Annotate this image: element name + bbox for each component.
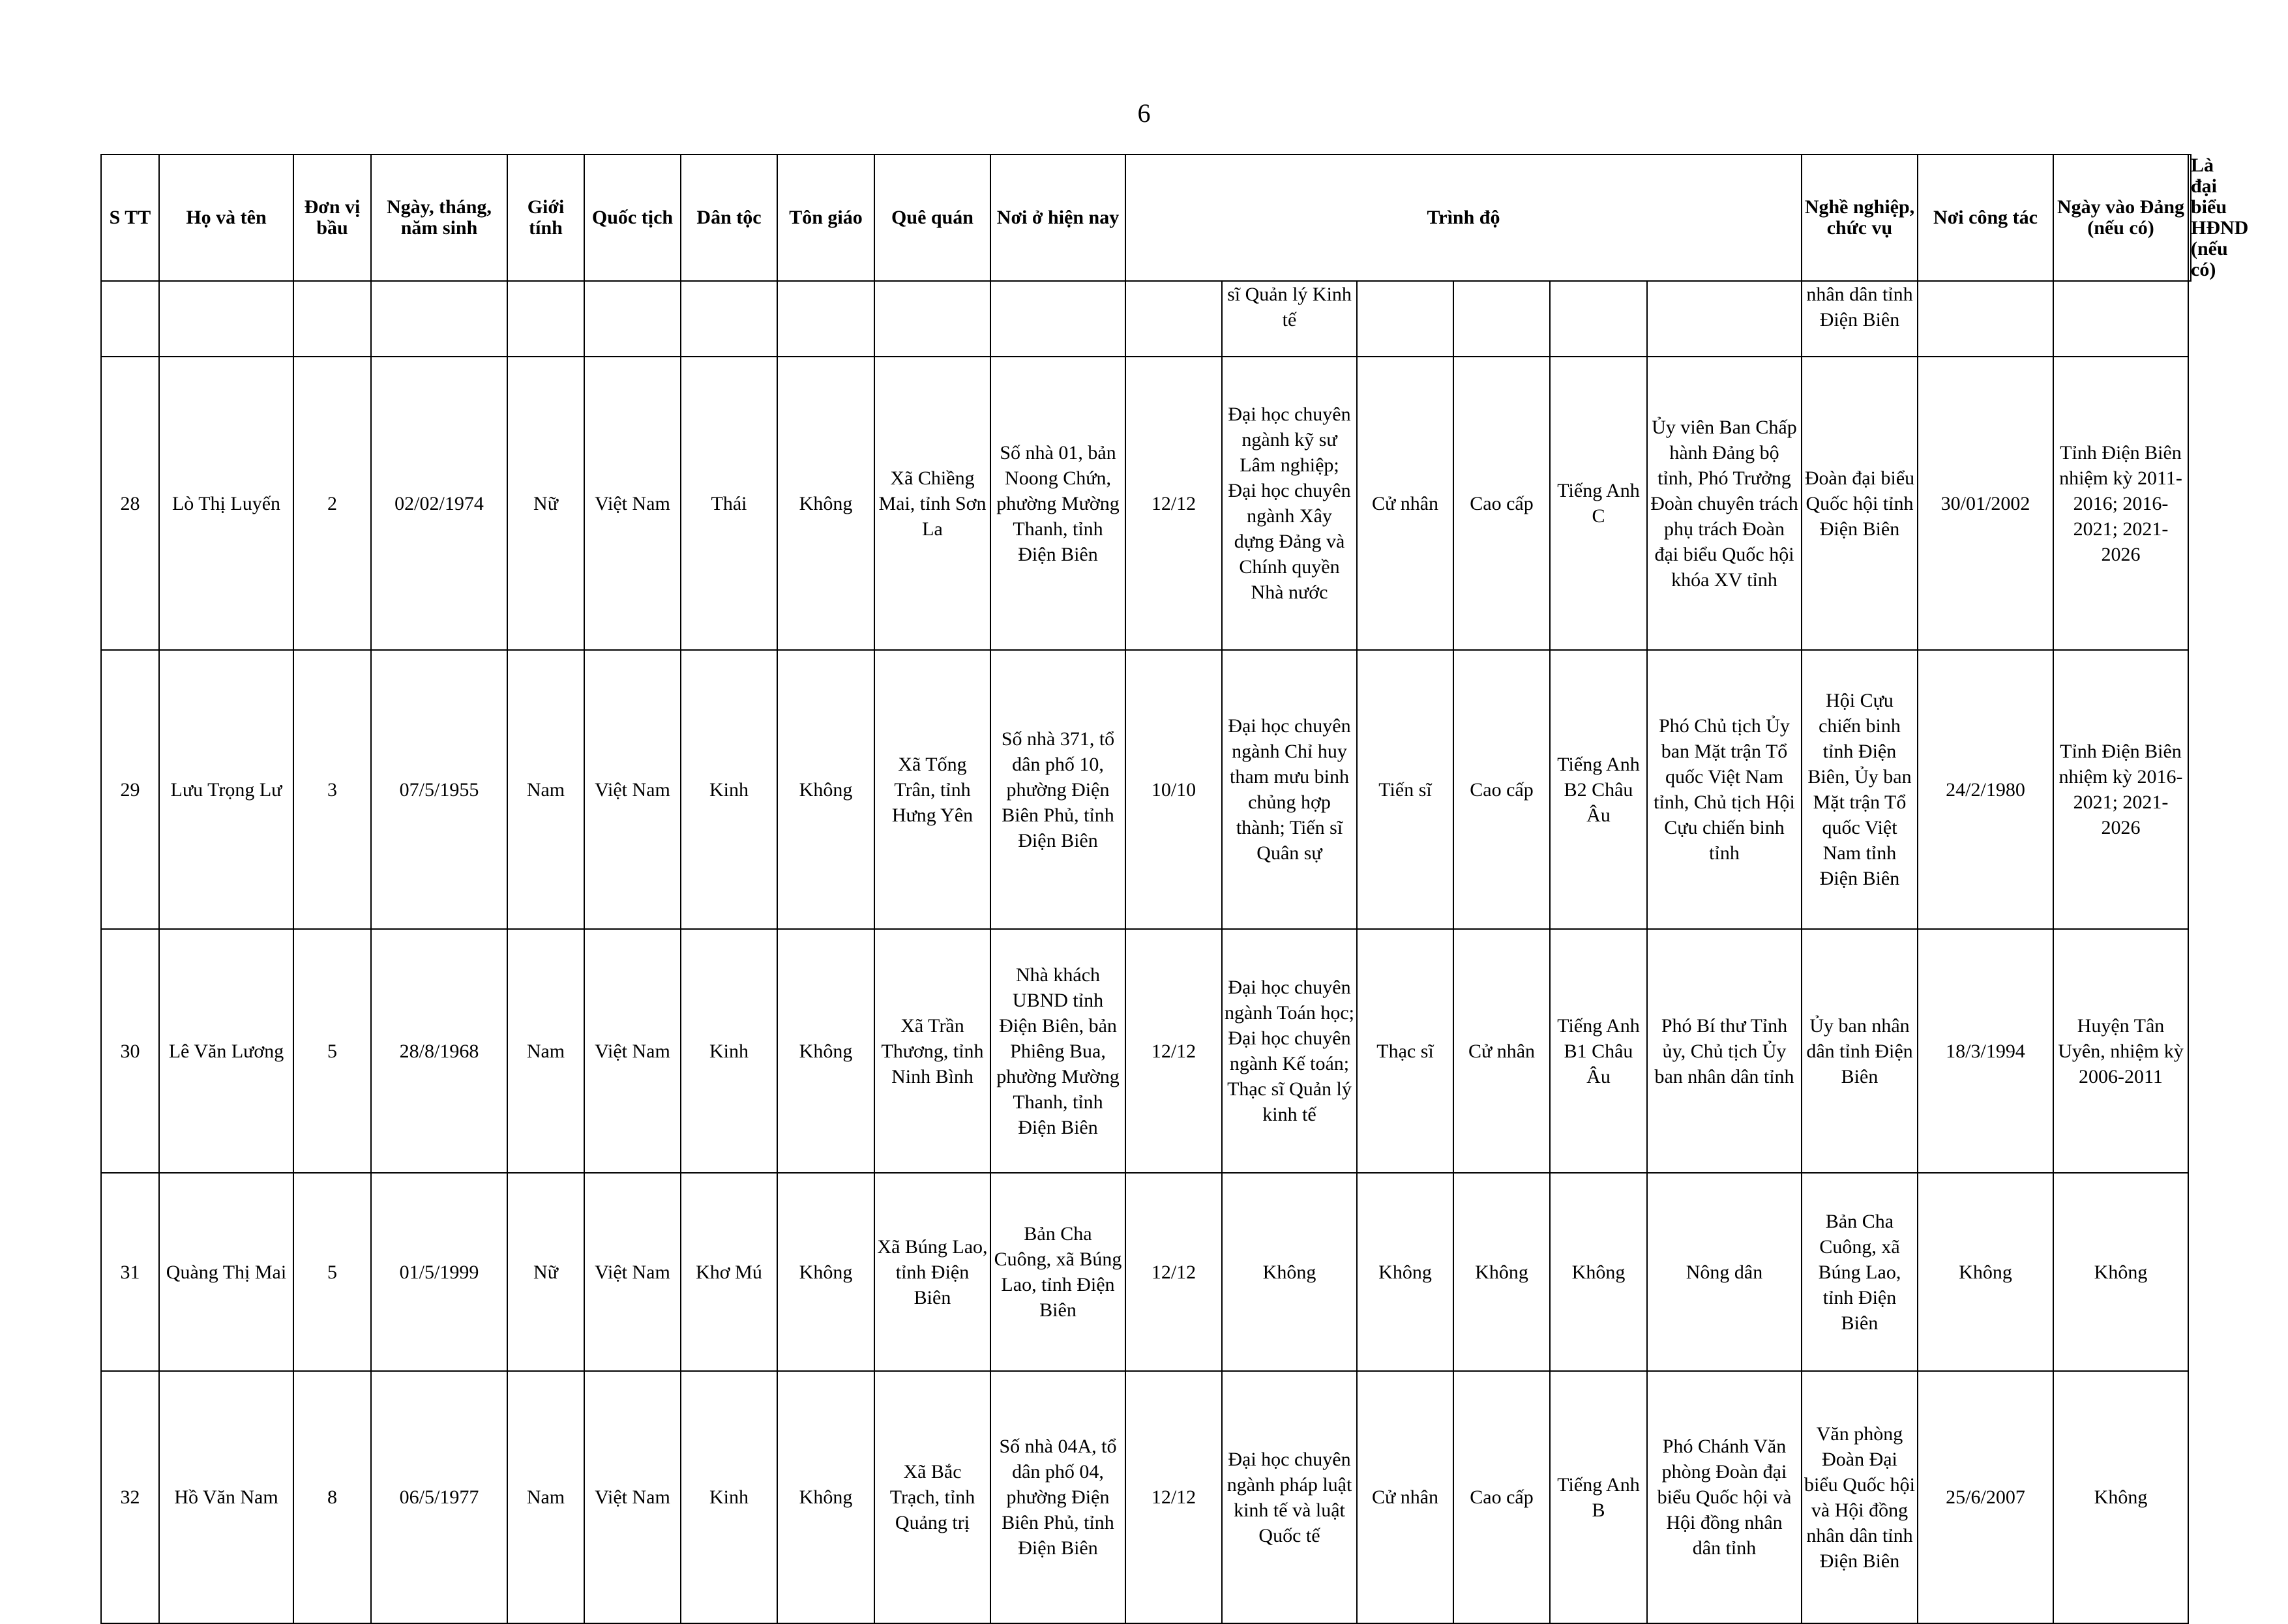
cell-residence: Bản Cha Cuông, xã Búng Lao, tỉnh Điện Biên xyxy=(990,1173,1125,1371)
header-row xyxy=(101,155,2191,281)
cell-stt: 32 xyxy=(101,1371,159,1623)
cell-unit: 2 xyxy=(293,357,371,650)
header-council-delegate: Là đại biểu HĐND (nếu có) xyxy=(2188,155,2191,281)
cell-workplace: Ủy ban nhân dân tỉnh Điện Biên xyxy=(1802,929,1918,1173)
cell-degree: Đại học chuyên ngành Toán học; Đại học chuyên ngành Kế toán; Thạc sĩ Quản lý kinh tế xyxy=(1222,929,1357,1173)
cell-gender: Nữ xyxy=(507,357,584,650)
cell-foreign-language: Không xyxy=(1550,1173,1647,1371)
cell-party-date: 24/2/1980 xyxy=(1918,650,2053,929)
cell-birthdate: 07/5/1955 xyxy=(371,650,507,929)
cell-stt: 28 xyxy=(101,357,159,650)
header-party-date: Ngày vào Đảng (nếu có) xyxy=(2053,155,2188,281)
cell-occupation: Phó Chánh Văn phòng Đoàn đại biểu Quốc hội và Hội đồng nhân dân tỉnh xyxy=(1647,1371,1802,1623)
cell-professional-title: Thạc sĩ xyxy=(1357,929,1453,1173)
cell-foreign-language: Tiếng Anh B xyxy=(1550,1371,1647,1623)
header-nationality: Quốc tịch xyxy=(584,155,681,281)
cell-nationality: Việt Nam xyxy=(584,357,681,650)
cell-name: Hồ Văn Nam xyxy=(159,1371,293,1623)
cell-birthdate xyxy=(371,281,507,357)
header-gender: Giới tính xyxy=(507,155,584,281)
cell-occupation: Phó Bí thư Tỉnh ủy, Chủ tịch Ủy ban nhân dân tỉnh xyxy=(1647,929,1802,1173)
cell-education: 12/12 xyxy=(1125,929,1222,1173)
cell-political-theory: Cao cấp xyxy=(1453,1371,1550,1623)
header-stt: S TT xyxy=(101,155,159,281)
cell-residence: Số nhà 01, bản Noong Chứn, phường Mường Thanh, tỉnh Điện Biên xyxy=(990,357,1125,650)
cell-council-delegate: Tỉnh Điện Biên nhiệm kỳ 2011-2016; 2016-2021; 2021-2026 xyxy=(2053,357,2188,650)
cell-gender: Nam xyxy=(507,929,584,1173)
cell-political-theory: Cử nhân xyxy=(1453,929,1550,1173)
cell-party-date: 30/01/2002 xyxy=(1918,357,2053,650)
header-hometown: Quê quán xyxy=(874,155,990,281)
cell-unit: 8 xyxy=(293,1371,371,1623)
cell-degree: sĩ Quản lý Kinh tế xyxy=(1222,281,1357,357)
cell-workplace: Đoàn đại biểu Quốc hội tỉnh Điện Biên xyxy=(1802,357,1918,650)
cell-education: 10/10 xyxy=(1125,650,1222,929)
header-workplace: Nơi công tác xyxy=(1918,155,2053,281)
cell-name: Lưu Trọng Lư xyxy=(159,650,293,929)
cell-education: 12/12 xyxy=(1125,1173,1222,1371)
cell-nationality: Việt Nam xyxy=(584,1371,681,1623)
cell-council-delegate: Tỉnh Điện Biên nhiệm kỳ 2016-2021; 2021-2026 xyxy=(2053,650,2188,929)
cell-gender: Nam xyxy=(507,650,584,929)
cell-gender: Nam xyxy=(507,1371,584,1623)
cell-nationality: Việt Nam xyxy=(584,1173,681,1371)
cell-occupation xyxy=(1647,281,1802,357)
cell-degree: Đại học chuyên ngành kỹ sư Lâm nghiệp; Đại học chuyên ngành Xây dựng Đảng và Chính quyền Nhà nước xyxy=(1222,357,1357,650)
continuation-row xyxy=(101,281,2191,357)
cell-ethnicity: Kinh xyxy=(681,1371,777,1623)
cell-residence: Số nhà 04A, tổ dân phố 04, phường Điện Biên Phủ, tỉnh Điện Biên xyxy=(990,1371,1125,1623)
cell-residence: Nhà khách UBND tỉnh Điện Biên, bản Phiêng Bua, phường Mường Thanh, tỉnh Điện Biên xyxy=(990,929,1125,1173)
cell-hometown xyxy=(874,281,990,357)
cell-council-delegate: Huyện Tân Uyên, nhiệm kỳ 2006-2011 xyxy=(2053,929,2188,1173)
table-row xyxy=(101,357,2191,650)
cell-unit xyxy=(293,281,371,357)
cell-religion: Không xyxy=(777,1173,874,1371)
page-number: 6 xyxy=(1137,98,1151,128)
header-occupation: Nghề nghiệp, chức vụ xyxy=(1802,155,1918,281)
cell-unit: 5 xyxy=(293,929,371,1173)
cell-name: Lò Thị Luyến xyxy=(159,357,293,650)
cell-ethnicity: Kinh xyxy=(681,929,777,1173)
cell-workplace: nhân dân tỉnh Điện Biên xyxy=(1802,281,1918,357)
cell-professional-title: Không xyxy=(1357,1173,1453,1371)
cell-foreign-language: Tiếng Anh B1 Châu Âu xyxy=(1550,929,1647,1173)
cell-birthdate: 01/5/1999 xyxy=(371,1173,507,1371)
cell-religion: Không xyxy=(777,929,874,1173)
cell-birthdate: 06/5/1977 xyxy=(371,1371,507,1623)
table-row xyxy=(101,650,2191,929)
cell-degree: Đại học chuyên ngành pháp luật kinh tế và luật Quốc tế xyxy=(1222,1371,1357,1623)
cell-residence: Số nhà 371, tổ dân phố 10, phường Điện Biên Phủ, tỉnh Điện Biên xyxy=(990,650,1125,929)
cell-hometown: Xã Bắc Trạch, tỉnh Quảng trị xyxy=(874,1371,990,1623)
cell-political-theory xyxy=(1453,281,1550,357)
cell-religion xyxy=(777,281,874,357)
cell-occupation: Phó Chủ tịch Ủy ban Mặt trận Tổ quốc Việt Nam tỉnh, Chủ tịch Hội Cựu chiến binh tỉnh xyxy=(1647,650,1802,929)
cell-occupation: Ủy viên Ban Chấp hành Đảng bộ tỉnh, Phó Trưởng Đoàn chuyên trách phụ trách Đoàn đại biểu Quốc hội khóa XV tỉnh xyxy=(1647,357,1802,650)
cell-ethnicity: Khơ Mú xyxy=(681,1173,777,1371)
cell-political-theory: Cao cấp xyxy=(1453,650,1550,929)
header-birthdate: Ngày, tháng, năm sinh xyxy=(371,155,507,281)
cell-council-delegate xyxy=(2053,281,2188,357)
cell-stt: 30 xyxy=(101,929,159,1173)
cell-party-date: 25/6/2007 xyxy=(1918,1371,2053,1623)
cell-education: 12/12 xyxy=(1125,1371,1222,1623)
cell-hometown: Xã Chiềng Mai, tỉnh Sơn La xyxy=(874,357,990,650)
delegate-table xyxy=(100,154,2249,1624)
header-name: Họ và tên xyxy=(159,155,293,281)
cell-residence xyxy=(990,281,1125,357)
cell-education xyxy=(1125,281,1222,357)
cell-workplace: Văn phòng Đoàn Đại biểu Quốc hội và Hội đồng nhân dân tỉnh Điện Biên xyxy=(1802,1371,1918,1623)
cell-professional-title: Cử nhân xyxy=(1357,1371,1453,1623)
cell-party-date: Không xyxy=(1918,1173,2053,1371)
cell-hometown: Xã Búng Lao, tỉnh Điện Biên xyxy=(874,1173,990,1371)
cell-unit: 3 xyxy=(293,650,371,929)
cell-party-date: 18/3/1994 xyxy=(1918,929,2053,1173)
cell-name: Quàng Thị Mai xyxy=(159,1173,293,1371)
header-residence: Nơi ở hiện nay xyxy=(990,155,1125,281)
cell-hometown: Xã Trần Thương, tỉnh Ninh Bình xyxy=(874,929,990,1173)
cell-ethnicity xyxy=(681,281,777,357)
cell-foreign-language xyxy=(1550,281,1647,357)
cell-nationality: Việt Nam xyxy=(584,650,681,929)
cell-unit: 5 xyxy=(293,1173,371,1371)
cell-gender xyxy=(507,281,584,357)
cell-religion: Không xyxy=(777,1371,874,1623)
cell-professional-title: Cử nhân xyxy=(1357,357,1453,650)
cell-nationality: Việt Nam xyxy=(584,929,681,1173)
cell-name xyxy=(159,281,293,357)
cell-religion: Không xyxy=(777,357,874,650)
cell-ethnicity: Thái xyxy=(681,357,777,650)
table-row xyxy=(101,1371,2191,1623)
cell-workplace: Bản Cha Cuông, xã Búng Lao, tỉnh Điện Biên xyxy=(1802,1173,1918,1371)
table-row xyxy=(101,1173,2191,1371)
cell-council-delegate: Không xyxy=(2053,1173,2188,1371)
cell-gender: Nữ xyxy=(507,1173,584,1371)
cell-party-date xyxy=(1918,281,2053,357)
header-ethnicity: Dân tộc xyxy=(681,155,777,281)
cell-occupation: Nông dân xyxy=(1647,1173,1802,1371)
cell-workplace: Hội Cựu chiến binh tỉnh Điện Biên, Ủy ban Mặt trận Tổ quốc Việt Nam tỉnh Điện Biên xyxy=(1802,650,1918,929)
cell-foreign-language: Tiếng Anh B2 Châu Âu xyxy=(1550,650,1647,929)
cell-foreign-language: Tiếng Anh C xyxy=(1550,357,1647,650)
cell-hometown: Xã Tống Trân, tỉnh Hưng Yên xyxy=(874,650,990,929)
header-qualification: Trình độ xyxy=(1125,155,1802,281)
header-unit: Đơn vị bầu xyxy=(293,155,371,281)
cell-stt: 29 xyxy=(101,650,159,929)
cell-degree: Đại học chuyên ngành Chỉ huy tham mưu binh chủng hợp thành; Tiến sĩ Quân sự xyxy=(1222,650,1357,929)
cell-degree: Không xyxy=(1222,1173,1357,1371)
cell-birthdate: 28/8/1968 xyxy=(371,929,507,1173)
cell-political-theory: Cao cấp xyxy=(1453,357,1550,650)
cell-council-delegate: Không xyxy=(2053,1371,2188,1623)
cell-name: Lê Văn Lương xyxy=(159,929,293,1173)
cell-nationality xyxy=(584,281,681,357)
cell-stt xyxy=(101,281,159,357)
cell-professional-title xyxy=(1357,281,1453,357)
cell-professional-title: Tiến sĩ xyxy=(1357,650,1453,929)
cell-religion: Không xyxy=(777,650,874,929)
table-row xyxy=(101,929,2191,1173)
cell-ethnicity: Kinh xyxy=(681,650,777,929)
cell-education: 12/12 xyxy=(1125,357,1222,650)
cell-political-theory: Không xyxy=(1453,1173,1550,1371)
cell-stt: 31 xyxy=(101,1173,159,1371)
cell-birthdate: 02/02/1974 xyxy=(371,357,507,650)
header-religion: Tôn giáo xyxy=(777,155,874,281)
